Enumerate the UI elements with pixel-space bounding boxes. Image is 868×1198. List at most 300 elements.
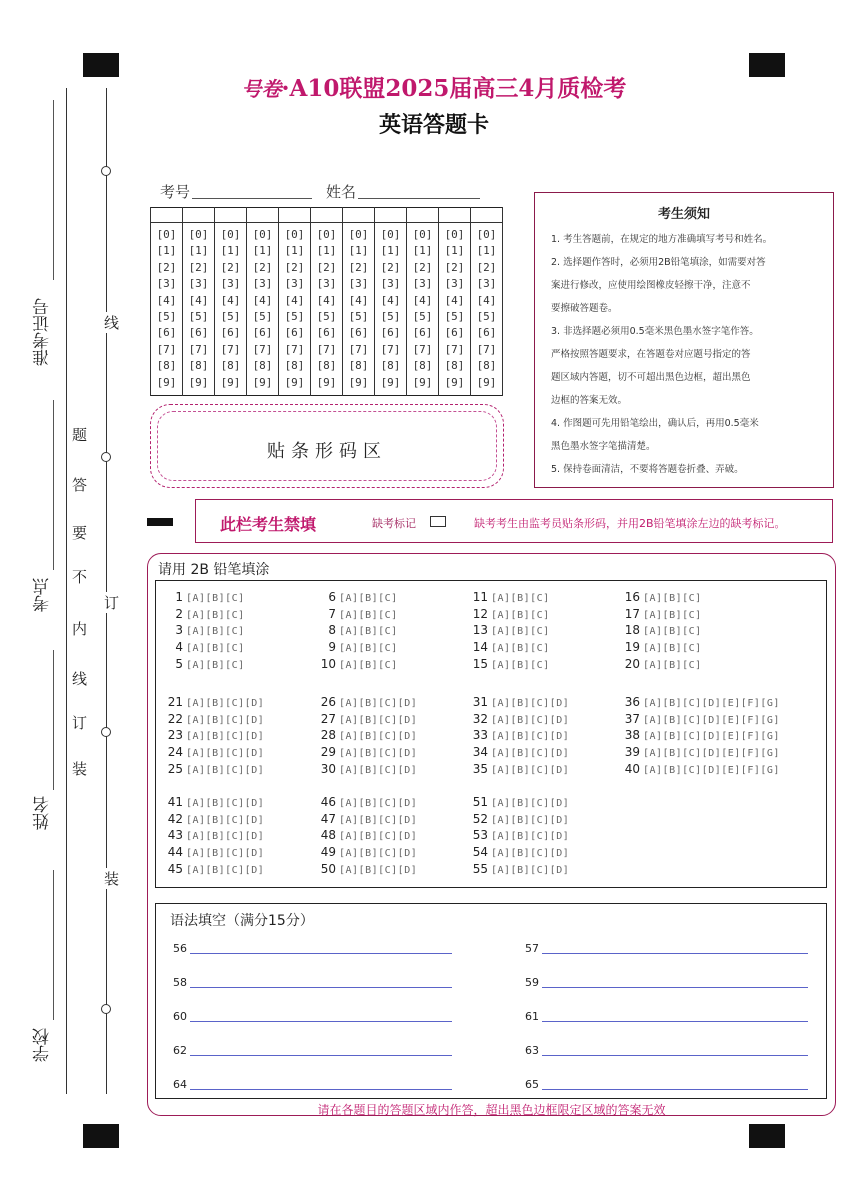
id-write-cell[interactable]: [343, 208, 375, 223]
binding-cut-line: [106, 88, 107, 1094]
choice-question[interactable]: [318, 640, 398, 654]
id-digit-bubble[interactable]: [4]: [252, 293, 273, 307]
binding-warning-char: 要: [72, 524, 88, 542]
id-digit-column: [151, 223, 183, 396]
id-write-cell[interactable]: [279, 208, 311, 223]
choice-question[interactable]: [165, 607, 245, 621]
notice-item: 2. 选择题作答时，必须用2B铅笔填涂，如需要对答: [551, 257, 766, 268]
id-digit-bubble[interactable]: [9]: [156, 375, 177, 389]
id-digit-bubble[interactable]: [3]: [348, 277, 369, 291]
id-digit-bubble[interactable]: [4]: [476, 293, 497, 307]
answer-options[interactable]: [A][B][C][D]: [491, 714, 570, 726]
answer-options[interactable]: [A][B][C]: [643, 659, 702, 671]
choice-question[interactable]: [318, 862, 417, 876]
absent-section: [195, 499, 833, 543]
question-number: 37: [624, 711, 640, 726]
id-digit-bubble[interactable]: [2]: [220, 260, 241, 274]
id-write-cell[interactable]: [183, 208, 215, 223]
choice-question[interactable]: [470, 712, 569, 726]
id-digit-bubble[interactable]: [1]: [252, 244, 273, 258]
id-write-cell[interactable]: [311, 208, 343, 223]
id-digit-bubble[interactable]: [7]: [284, 342, 305, 356]
id-digit-column: [247, 223, 279, 396]
question-number: 15: [472, 656, 488, 671]
id-digit-bubble[interactable]: [6]: [284, 326, 305, 340]
id-digit-bubble[interactable]: [3]: [476, 277, 497, 291]
choice-question[interactable]: [470, 862, 569, 876]
id-digit-bubble[interactable]: [3]: [156, 277, 177, 291]
id-digit-bubble[interactable]: [4]: [156, 293, 177, 307]
id-write-cell[interactable]: [375, 208, 407, 223]
id-digit-bubble[interactable]: [9]: [252, 375, 273, 389]
answer-options[interactable]: [A][B][C][D]: [491, 814, 570, 826]
answer-options[interactable]: [A][B][C][D]: [339, 864, 418, 876]
notice-box: [534, 192, 834, 488]
id-digit-bubble[interactable]: [5]: [380, 310, 401, 324]
id-digit-bubble[interactable]: [2]: [316, 260, 337, 274]
id-digit-bubble[interactable]: [1]: [156, 244, 177, 258]
question-number: 1: [175, 590, 183, 604]
question-number: 18: [624, 623, 640, 638]
answer-options[interactable]: [A][B][C][D][E][F][G]: [643, 731, 780, 743]
binding-warning-char: 订: [72, 714, 88, 732]
binding-hole: [101, 727, 111, 737]
id-digit-bubble[interactable]: [5]: [348, 310, 369, 324]
brand-logo: 号卷: [241, 77, 282, 101]
id-digit-bubble[interactable]: [2]: [380, 260, 401, 274]
id-digit-bubble[interactable]: [8]: [316, 359, 337, 373]
id-digit-bubble[interactable]: [5]: [412, 310, 433, 324]
id-digit-bubble[interactable]: [1]: [412, 244, 433, 258]
answer-options[interactable]: [A][B][C][D]: [339, 731, 418, 743]
id-digit-bubble[interactable]: [4]: [348, 293, 369, 307]
school-label: 学校: [33, 1028, 53, 1062]
exam-site-label: 考点: [33, 578, 53, 612]
choice-question[interactable]: [318, 607, 398, 621]
answer-options[interactable]: [A][B][C][D]: [491, 748, 570, 760]
choice-question[interactable]: [318, 812, 417, 826]
grammar-number: 60: [173, 1010, 187, 1023]
answer-options[interactable]: [A][B][C]: [339, 593, 398, 604]
choice-question[interactable]: [470, 728, 569, 742]
id-digit-bubble[interactable]: [0]: [348, 228, 369, 241]
answer-options[interactable]: [A][B][C][D][E][F][G]: [643, 748, 780, 760]
question-number: 45: [167, 861, 183, 876]
answer-options[interactable]: [A][B][C]: [339, 659, 398, 671]
answer-options[interactable]: [A][B][C][D]: [186, 814, 265, 826]
id-digit-bubble[interactable]: [4]: [316, 293, 337, 307]
id-digit-bubble[interactable]: [1]: [380, 244, 401, 258]
id-digit-bubble[interactable]: [7]: [476, 342, 497, 356]
id-digit-bubble[interactable]: [1]: [188, 244, 209, 258]
grammar-answer-line[interactable]: [542, 1055, 808, 1056]
binding-warning-char: 内: [72, 620, 88, 638]
id-digit-bubble[interactable]: [3]: [316, 277, 337, 291]
choice-question[interactable]: [470, 695, 569, 709]
answer-options[interactable]: [A][B][C][D]: [339, 748, 418, 760]
id-digit-bubble[interactable]: [8]: [220, 359, 241, 373]
choice-question[interactable]: [318, 795, 417, 809]
choice-question[interactable]: [165, 845, 264, 859]
choice-question[interactable]: [622, 640, 702, 654]
grammar-answer-line[interactable]: [190, 1089, 452, 1090]
id-digit-bubble[interactable]: [8]: [444, 359, 465, 373]
question-number: 6: [328, 590, 336, 604]
answer-options[interactable]: [A][B][C][D][E][F][G]: [643, 714, 780, 726]
answer-options[interactable]: [A][B][C][D]: [339, 848, 418, 860]
notice-list: [535, 228, 833, 481]
grammar-number: 64: [173, 1078, 187, 1091]
id-digit-bubble[interactable]: [4]: [220, 293, 241, 307]
id-write-cell[interactable]: [407, 208, 439, 223]
id-digit-bubble[interactable]: [3]: [220, 277, 241, 291]
answer-options[interactable]: [A][B][C][D]: [339, 714, 418, 726]
choice-question[interactable]: [165, 640, 245, 654]
student-name-field[interactable]: [358, 198, 480, 199]
id-digit-bubble[interactable]: [3]: [380, 277, 401, 291]
answer-options[interactable]: [A][B][C][D]: [186, 698, 265, 709]
id-digit-bubble[interactable]: [3]: [412, 277, 433, 291]
id-digit-bubble[interactable]: [9]: [476, 375, 497, 389]
id-digit-bubble[interactable]: [6]: [444, 326, 465, 340]
answer-options[interactable]: [A][B][C][D]: [491, 731, 570, 743]
id-digit-bubble[interactable]: [6]: [348, 326, 369, 340]
question-number: 31: [472, 695, 488, 709]
id-digit-bubble[interactable]: [9]: [316, 375, 337, 389]
question-number: 24: [167, 745, 183, 760]
question-number: 9: [328, 640, 336, 655]
id-digit-bubble[interactable]: [7]: [348, 342, 369, 356]
grammar-answer-line[interactable]: [190, 987, 452, 988]
choice-question[interactable]: [318, 657, 398, 671]
answer-options[interactable]: [A][B][C][D]: [491, 798, 570, 809]
answer-options[interactable]: [A][B][C]: [491, 609, 550, 621]
choice-question[interactable]: [318, 845, 417, 859]
id-digit-bubble[interactable]: [1]: [284, 244, 305, 258]
choice-question[interactable]: [318, 712, 417, 726]
footer-warning: 请在各题目的答题区域内作答，超出黑色边框限定区域的答案无效: [317, 1103, 666, 1117]
choice-question[interactable]: [165, 812, 264, 826]
answer-options[interactable]: [A][B][C][D]: [186, 831, 265, 843]
choice-question[interactable]: [165, 762, 264, 776]
choice-question[interactable]: [622, 745, 780, 759]
answer-options[interactable]: [A][B][C][D][E][F][G]: [643, 698, 780, 709]
id-digit-bubble[interactable]: [3]: [188, 277, 209, 291]
answer-options[interactable]: [A][B][C]: [643, 609, 702, 621]
grammar-answer-line[interactable]: [542, 1021, 808, 1022]
id-digit-bubble[interactable]: [0]: [220, 228, 241, 241]
barcode-area[interactable]: [150, 404, 504, 488]
page-title: [0, 70, 868, 103]
id-digit-bubble[interactable]: [4]: [444, 293, 465, 307]
id-digit-bubble[interactable]: [8]: [412, 359, 433, 373]
student-name-label: 姓名: [326, 183, 357, 201]
id-digit-bubble[interactable]: [8]: [476, 359, 497, 373]
grammar-answer-line[interactable]: [190, 1055, 452, 1056]
answer-options[interactable]: [A][B][C][D]: [339, 798, 418, 809]
answer-options[interactable]: [A][B][C]: [186, 609, 245, 621]
id-digit-bubble[interactable]: [6]: [316, 326, 337, 340]
answer-options[interactable]: [A][B][C][D]: [186, 848, 265, 860]
choice-question[interactable]: [470, 812, 569, 826]
choice-question[interactable]: [622, 728, 780, 742]
id-digit-bubble[interactable]: [2]: [412, 260, 433, 274]
choice-question[interactable]: [165, 623, 245, 637]
notice-item: 黑色墨水签字笔描清楚。: [551, 441, 656, 452]
id-digit-bubble[interactable]: [9]: [284, 375, 305, 389]
id-digit-bubble[interactable]: [8]: [348, 359, 369, 373]
answer-options[interactable]: [A][B][C][D][E][F][G]: [643, 764, 780, 776]
id-digit-bubble[interactable]: [1]: [316, 244, 337, 258]
id-digit-bubble[interactable]: [2]: [156, 260, 177, 274]
choice-question[interactable]: [470, 640, 550, 654]
question-number: 29: [320, 745, 336, 760]
id-digit-bubble[interactable]: [6]: [188, 326, 209, 340]
id-digit-bubble[interactable]: [0]: [380, 228, 401, 241]
id-digit-bubble[interactable]: [8]: [188, 359, 209, 373]
question-number: 16: [624, 590, 640, 604]
answer-options[interactable]: [A][B][C][D]: [491, 864, 570, 876]
id-digit-bubble[interactable]: [5]: [252, 310, 273, 324]
answer-options[interactable]: [A][B][C][D]: [186, 731, 265, 743]
exam-id-grid[interactable]: [150, 207, 503, 396]
grammar-answer-line[interactable]: [542, 1089, 808, 1090]
id-digit-bubble[interactable]: [2]: [284, 260, 305, 274]
choice-question[interactable]: [165, 745, 264, 759]
id-digit-bubble[interactable]: [6]: [220, 326, 241, 340]
grammar-answer-line[interactable]: [190, 1021, 452, 1022]
choice-question[interactable]: [165, 695, 264, 709]
choice-question[interactable]: [622, 657, 702, 671]
grammar-answer-line[interactable]: [542, 987, 808, 988]
answer-options[interactable]: [A][B][C][D]: [186, 748, 265, 760]
notice-item: 案进行修改，应使用绘图橡皮轻擦干净，注意不: [551, 280, 751, 291]
id-digit-bubble[interactable]: [6]: [412, 326, 433, 340]
exam-no-label: 考号: [160, 183, 191, 201]
question-number: 22: [167, 711, 183, 726]
choice-question[interactable]: [318, 762, 417, 776]
choice-question[interactable]: [318, 828, 417, 842]
choice-question[interactable]: [318, 695, 417, 709]
id-digit-bubble[interactable]: [5]: [284, 310, 305, 324]
choice-question[interactable]: [318, 590, 398, 604]
answer-options[interactable]: [A][B][C]: [491, 593, 550, 604]
id-digit-bubble[interactable]: [7]: [156, 342, 177, 356]
id-digit-bubble[interactable]: [1]: [444, 244, 465, 258]
id-digit-bubble[interactable]: [0]: [284, 228, 305, 241]
choice-question[interactable]: [470, 828, 569, 842]
answer-options[interactable]: [A][B][C]: [643, 593, 702, 604]
choice-question[interactable]: [318, 745, 417, 759]
id-write-cell[interactable]: [151, 208, 183, 223]
answer-options[interactable]: [A][B][C]: [186, 643, 245, 655]
id-digit-bubble[interactable]: [5]: [188, 310, 209, 324]
registration-mark: [749, 1124, 785, 1148]
exam-no-field[interactable]: [192, 198, 312, 199]
id-digit-bubble[interactable]: [3]: [444, 277, 465, 291]
id-digit-bubble[interactable]: [2]: [444, 260, 465, 274]
answer-options[interactable]: [A][B][C][D]: [491, 831, 570, 843]
answer-options[interactable]: [A][B][C][D]: [491, 848, 570, 860]
id-write-cell[interactable]: [471, 208, 503, 223]
answer-options[interactable]: [A][B][C][D]: [186, 798, 265, 809]
id-digit-bubble[interactable]: [6]: [252, 326, 273, 340]
absent-title: 此栏考生禁填: [220, 515, 317, 534]
id-digit-bubble[interactable]: [6]: [156, 326, 177, 340]
choice-question[interactable]: [470, 845, 569, 859]
id-digit-bubble[interactable]: [6]: [476, 326, 497, 340]
id-digit-bubble[interactable]: [7]: [444, 342, 465, 356]
choice-question[interactable]: [318, 728, 417, 742]
id-digit-bubble[interactable]: [1]: [348, 244, 369, 258]
answer-options[interactable]: [A][B][C][D]: [186, 764, 265, 776]
answer-options[interactable]: [A][B][C]: [491, 643, 550, 655]
choice-question[interactable]: [165, 795, 264, 809]
id-digit-bubble[interactable]: [4]: [188, 293, 209, 307]
answer-options[interactable]: [A][B][C][D]: [339, 814, 418, 826]
id-digit-bubble[interactable]: [0]: [156, 228, 177, 241]
choice-question[interactable]: [165, 657, 245, 671]
id-digit-bubble[interactable]: [9]: [412, 375, 433, 389]
choice-question[interactable]: [622, 590, 702, 604]
answer-options[interactable]: [A][B][C][D]: [491, 764, 570, 776]
id-digit-column: [343, 223, 375, 396]
grammar-number: 63: [525, 1044, 539, 1057]
id-digit-bubble[interactable]: [7]: [252, 342, 273, 356]
id-digit-bubble[interactable]: [1]: [476, 244, 497, 258]
id-digit-row: [151, 223, 503, 396]
grammar-answer-line[interactable]: [190, 953, 452, 954]
question-number: 42: [167, 811, 183, 826]
answer-options[interactable]: [A][B][C][D]: [186, 864, 265, 876]
id-digit-bubble[interactable]: [5]: [220, 310, 241, 324]
id-digit-bubble[interactable]: [2]: [252, 260, 273, 274]
answer-options[interactable]: [A][B][C]: [491, 626, 550, 638]
choice-question[interactable]: [622, 607, 702, 621]
name-write-line: [53, 650, 54, 790]
question-number: 41: [167, 795, 183, 809]
id-digit-bubble[interactable]: [7]: [316, 342, 337, 356]
choice-question[interactable]: [470, 657, 550, 671]
id-digit-bubble[interactable]: [9]: [444, 375, 465, 389]
answer-options[interactable]: [A][B][C]: [186, 626, 245, 638]
answer-options[interactable]: [A][B][C][D]: [186, 714, 265, 726]
id-write-row: [151, 208, 503, 223]
choice-question[interactable]: [470, 762, 569, 776]
id-digit-bubble[interactable]: [5]: [476, 310, 497, 324]
answer-options[interactable]: [A][B][C]: [186, 593, 245, 604]
answer-options[interactable]: [A][B][C][D]: [339, 698, 418, 709]
choice-question[interactable]: [165, 590, 245, 604]
id-digit-bubble[interactable]: [2]: [188, 260, 209, 274]
id-digit-bubble[interactable]: [3]: [252, 277, 273, 291]
id-digit-bubble[interactable]: [0]: [252, 228, 273, 241]
id-digit-bubble[interactable]: [0]: [476, 228, 497, 241]
id-digit-bubble[interactable]: [0]: [316, 228, 337, 241]
question-number: 28: [320, 728, 336, 743]
choice-question[interactable]: [470, 795, 569, 809]
id-digit-bubble[interactable]: [6]: [380, 326, 401, 340]
id-digit-bubble[interactable]: [7]: [220, 342, 241, 356]
id-digit-column: [279, 223, 311, 396]
id-digit-bubble[interactable]: [7]: [412, 342, 433, 356]
choice-question[interactable]: [622, 762, 780, 776]
answer-options[interactable]: [A][B][C][D]: [339, 831, 418, 843]
choice-question[interactable]: [622, 623, 702, 637]
choice-question[interactable]: [470, 745, 569, 759]
id-digit-bubble[interactable]: [4]: [412, 293, 433, 307]
id-digit-bubble[interactable]: [9]: [380, 375, 401, 389]
id-write-cell[interactable]: [215, 208, 247, 223]
id-digit-bubble[interactable]: [9]: [188, 375, 209, 389]
id-digit-bubble[interactable]: [0]: [188, 228, 209, 241]
answer-options[interactable]: [A][B][C][D]: [339, 764, 418, 776]
question-number: 26: [320, 695, 336, 709]
answer-options[interactable]: [A][B][C]: [643, 626, 702, 638]
binding-line: [66, 88, 67, 1094]
id-digit-bubble[interactable]: [1]: [220, 244, 241, 258]
id-digit-bubble[interactable]: [2]: [476, 260, 497, 274]
choice-question[interactable]: [622, 695, 780, 709]
choice-question[interactable]: [165, 862, 264, 876]
id-write-cell[interactable]: [247, 208, 279, 223]
choice-question[interactable]: [622, 712, 780, 726]
registration-mark: [83, 1124, 119, 1148]
id-digit-bubble[interactable]: [4]: [284, 293, 305, 307]
answer-options[interactable]: [A][B][C]: [186, 659, 245, 671]
id-digit-bubble[interactable]: [8]: [380, 359, 401, 373]
grammar-answer-line[interactable]: [542, 953, 808, 954]
choice-question[interactable]: [165, 712, 264, 726]
id-digit-bubble[interactable]: [9]: [220, 375, 241, 389]
id-digit-bubble[interactable]: [8]: [252, 359, 273, 373]
id-digit-bubble[interactable]: [0]: [444, 228, 465, 241]
answer-options[interactable]: [A][B][C]: [339, 626, 398, 638]
choice-question[interactable]: [318, 623, 398, 637]
id-digit-bubble[interactable]: [8]: [284, 359, 305, 373]
answer-options[interactable]: [A][B][C][D]: [491, 698, 570, 709]
id-digit-bubble[interactable]: [7]: [380, 342, 401, 356]
answer-options[interactable]: [A][B][C]: [339, 609, 398, 621]
id-digit-bubble[interactable]: [5]: [444, 310, 465, 324]
notice-item: 边框的答案无效。: [551, 395, 628, 406]
id-write-cell[interactable]: [439, 208, 471, 223]
question-number: 2: [175, 606, 183, 621]
choice-question[interactable]: [470, 590, 550, 604]
choice-question[interactable]: [470, 623, 550, 637]
id-digit-bubble[interactable]: [9]: [348, 375, 369, 389]
absent-mark-checkbox[interactable]: [430, 516, 446, 527]
id-digit-bubble[interactable]: [3]: [284, 277, 305, 291]
id-digit-bubble[interactable]: [2]: [348, 260, 369, 274]
choice-question[interactable]: [165, 728, 264, 742]
id-digit-bubble[interactable]: [7]: [188, 342, 209, 356]
answer-options[interactable]: [A][B][C]: [339, 643, 398, 655]
id-digit-bubble[interactable]: [8]: [156, 359, 177, 373]
answer-options[interactable]: [A][B][C]: [491, 659, 550, 671]
choice-question[interactable]: [165, 828, 264, 842]
id-digit-bubble[interactable]: [5]: [156, 310, 177, 324]
id-digit-bubble[interactable]: [0]: [412, 228, 433, 241]
grammar-number: 61: [525, 1010, 539, 1023]
binding-side-char: 订: [104, 594, 120, 612]
answer-options[interactable]: [A][B][C]: [643, 643, 702, 655]
question-number: 48: [320, 828, 336, 843]
id-digit-bubble[interactable]: [5]: [316, 310, 337, 324]
id-digit-bubble[interactable]: [4]: [380, 293, 401, 307]
grammar-number: 59: [525, 976, 539, 989]
choice-question[interactable]: [470, 607, 550, 621]
